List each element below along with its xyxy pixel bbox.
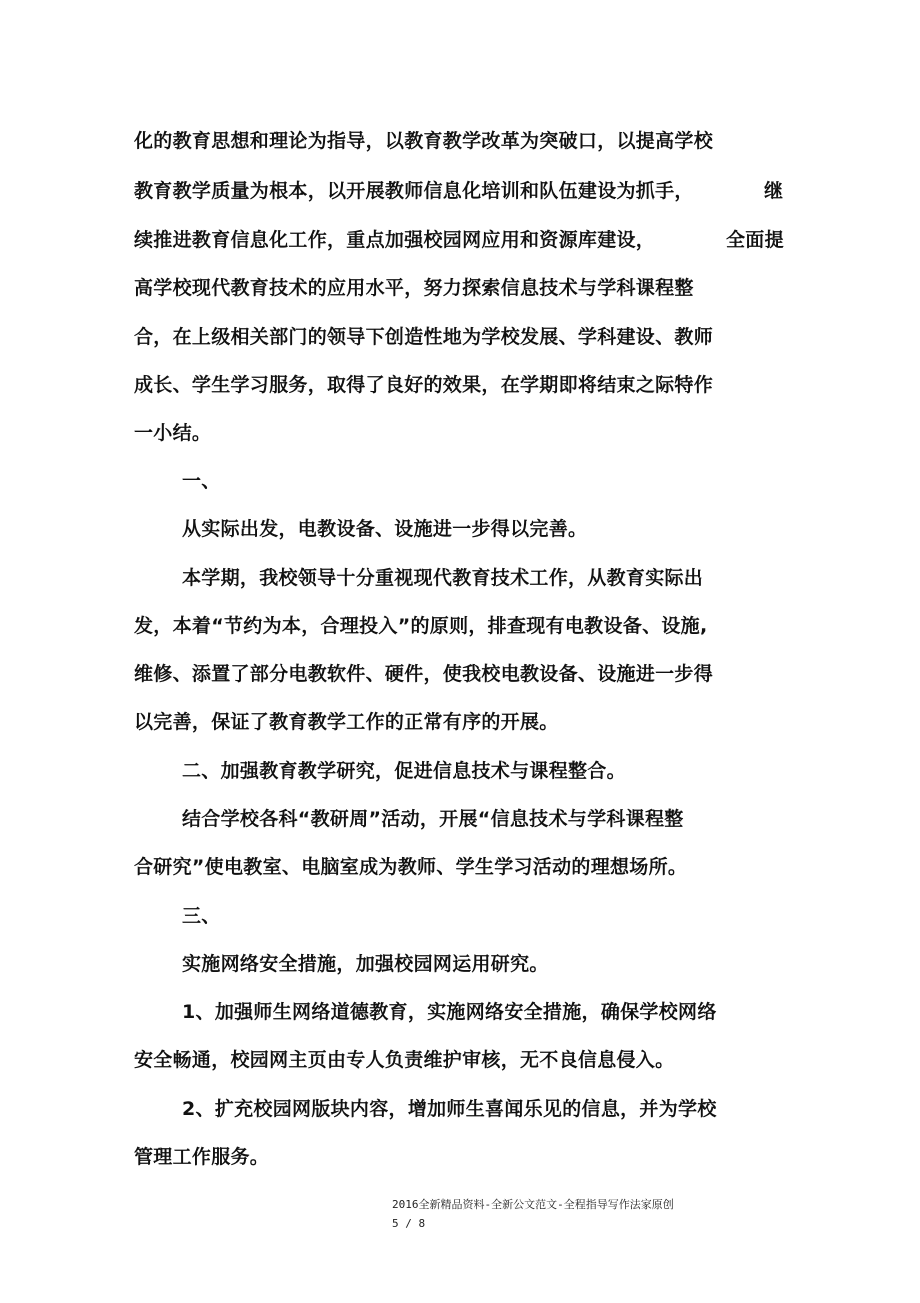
body-line-16: 合研究”使电教室、电脑室成为教师、学生学习活动的理想场所。 [134, 856, 688, 878]
body-line-5: 合，在上级相关部门的领导下创造性地为学校发展、学科建设、教师 [134, 326, 714, 348]
list-item-1: 1、加强师生网络道德教育，实施网络安全措施，确保学校网络 [182, 1001, 717, 1023]
body-line-3-tail: 全面提 [726, 229, 784, 251]
body-line-2-tail: 继 [764, 180, 784, 202]
body-line-3: 续推进教育信息化工作，重点加强校园网应用和资源库建设， [134, 229, 656, 251]
section-heading-3: 三、 [182, 905, 221, 927]
body-line-15: 结合学校各科“教研周”活动，开展“信息技术与学科课程整 [182, 808, 684, 830]
list-item-2: 2、扩充校园网版块内容，增加师生喜闻乐见的信息，并为学校 [182, 1098, 717, 1120]
page-number: 5 / 8 [392, 1217, 426, 1230]
body-line-13: 以完善，保证了教育教学工作的正常有序的开展。 [134, 711, 559, 733]
body-line-12: 维修、添置了部分电教软件、硬件，使我校电教设备、设施进一步得 [134, 663, 714, 685]
body-line-1: 化的教育思想和理论为指导，以教育教学改革为突破口，以提高学校 [134, 130, 714, 152]
body-line-2: 教育教学质量为根本，以开展教师信息化培训和队伍建设为抓手， [134, 180, 694, 202]
section-title-3: 实施网络安全措施，加强校园网运用研究。 [182, 953, 549, 975]
section-title-1: 从实际出发，电教设备、设施进一步得以完善。 [182, 518, 588, 540]
list-item-1-cont: 安全畅通，校园网主页由专人负责维护审核，无不良信息侵入。 [134, 1049, 675, 1071]
body-line-6: 成长、学生学习服务，取得了良好的效果，在学期即将结束之际特作 [134, 374, 714, 396]
footer-caption: 2016全新精品资料-全新公文范文-全程指导写作法家原创 [392, 1198, 674, 1211]
body-line-4: 高学校现代教育技术的应用水平，努力探索信息技术与学科课程整 [134, 277, 694, 299]
body-line-7: 一小结。 [134, 422, 212, 444]
body-line-11: 发，本着“节约为本，合理投入”的原则，排查现有电教设备、设施, [134, 615, 708, 637]
body-line-10: 本学期，我校领导十分重视现代教育技术工作，从教育实际出 [182, 567, 704, 589]
section-heading-1: 一、 [182, 470, 221, 492]
section-heading-2: 二、加强教育教学研究，促进信息技术与课程整合。 [182, 760, 626, 782]
list-item-2-cont: 管理工作服务。 [134, 1146, 270, 1168]
